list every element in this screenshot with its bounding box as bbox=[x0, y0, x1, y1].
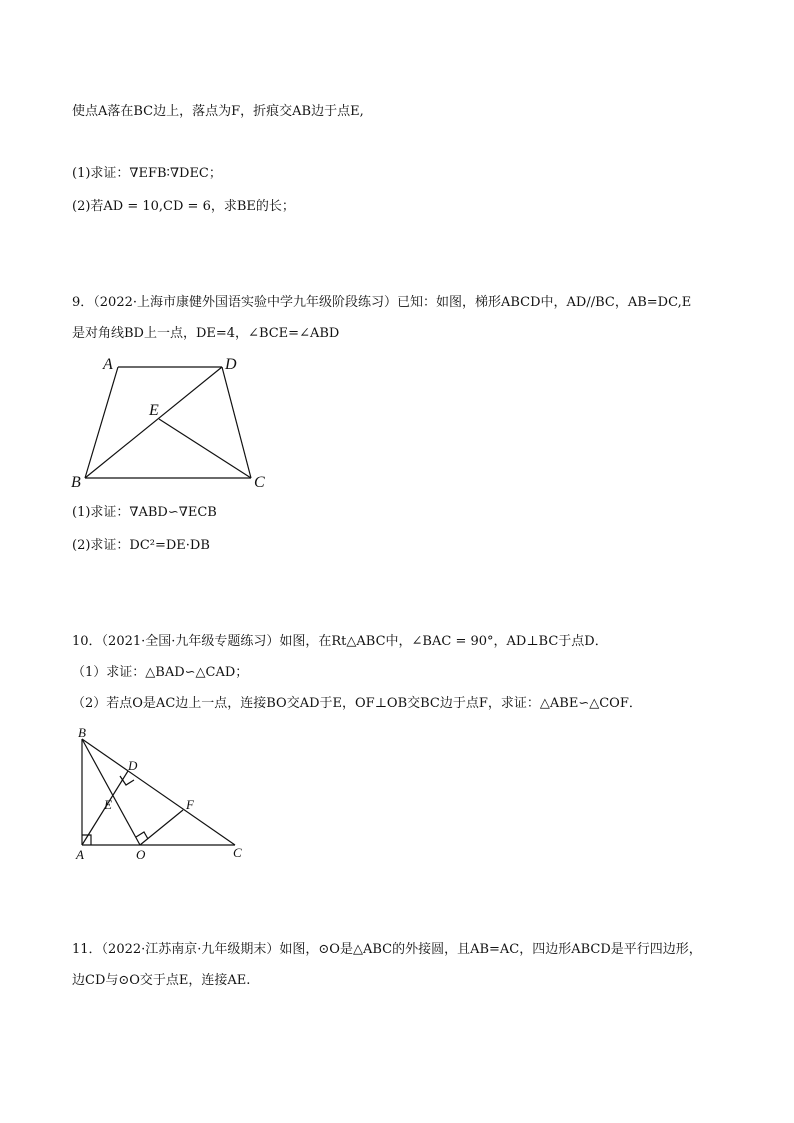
label-c: C bbox=[233, 845, 242, 860]
segment-bo bbox=[82, 739, 140, 845]
label-o: O bbox=[136, 847, 146, 862]
label-b: B bbox=[71, 474, 81, 491]
segment-bc bbox=[82, 739, 235, 845]
segment-of bbox=[140, 810, 183, 845]
segment-bd bbox=[85, 367, 222, 478]
segment-ab bbox=[85, 367, 118, 478]
label-a: A bbox=[103, 356, 113, 373]
text-line: (1)求证：∇ABD∽∇ECB bbox=[72, 505, 217, 520]
question-9-header: 9．（2022·上海市康健外国语实验中学九年级阶段练习）已知：如图，梯形ABCD中，AD//BC，AB=DC,E bbox=[72, 295, 692, 310]
label-e: E bbox=[104, 797, 112, 812]
segment-ec bbox=[159, 419, 251, 478]
label-b: B bbox=[78, 725, 86, 740]
text-line: 是对角线BD上一点，DE=4，∠BCE=∠ABD bbox=[72, 326, 340, 341]
text-line: 边CD与⊙O交于点E，连接AE. bbox=[72, 973, 251, 988]
segment-dc bbox=[222, 367, 251, 478]
label-c: C bbox=[254, 474, 265, 491]
right-triangle-figure bbox=[70, 725, 260, 865]
text-line: （2）若点O是AC边上一点，连接BO交AD于E，OF⊥OB交BC边于点F，求证：△ABE∽△COF． bbox=[72, 696, 642, 711]
label-d: D bbox=[128, 758, 138, 773]
question-10-header: 10．（2021·全国·九年级专题练习）如图，在Rt△ABC中，∠BAC = 90°，AD⊥BC于点D． bbox=[72, 634, 608, 649]
text-line: (2)若AD = 10,CD = 6，求BE的长； bbox=[72, 199, 295, 214]
label-d: D bbox=[225, 356, 237, 373]
text-line: （1）求证：△BAD∽△CAD； bbox=[72, 665, 249, 680]
question-11-header: 11．（2022·江苏南京·九年级期末）如图，⊙O是△ABC的外接圆，且AB=AC，四边形ABCD是平行四边形， bbox=[72, 942, 702, 957]
label-a: A bbox=[76, 847, 84, 862]
label-e: E bbox=[149, 402, 159, 419]
text-line: 使点A落在BC边上，落点为F，折痕交AB边于点E, bbox=[72, 104, 364, 119]
text-line: (2)求证：DC²=DE·DB bbox=[72, 538, 210, 553]
label-f: F bbox=[186, 797, 194, 812]
trapezoid-figure bbox=[65, 350, 285, 495]
right-angle-mark-o bbox=[136, 832, 148, 839]
text-line: (1)求证：∇EFB∶∇DEC； bbox=[72, 166, 222, 181]
